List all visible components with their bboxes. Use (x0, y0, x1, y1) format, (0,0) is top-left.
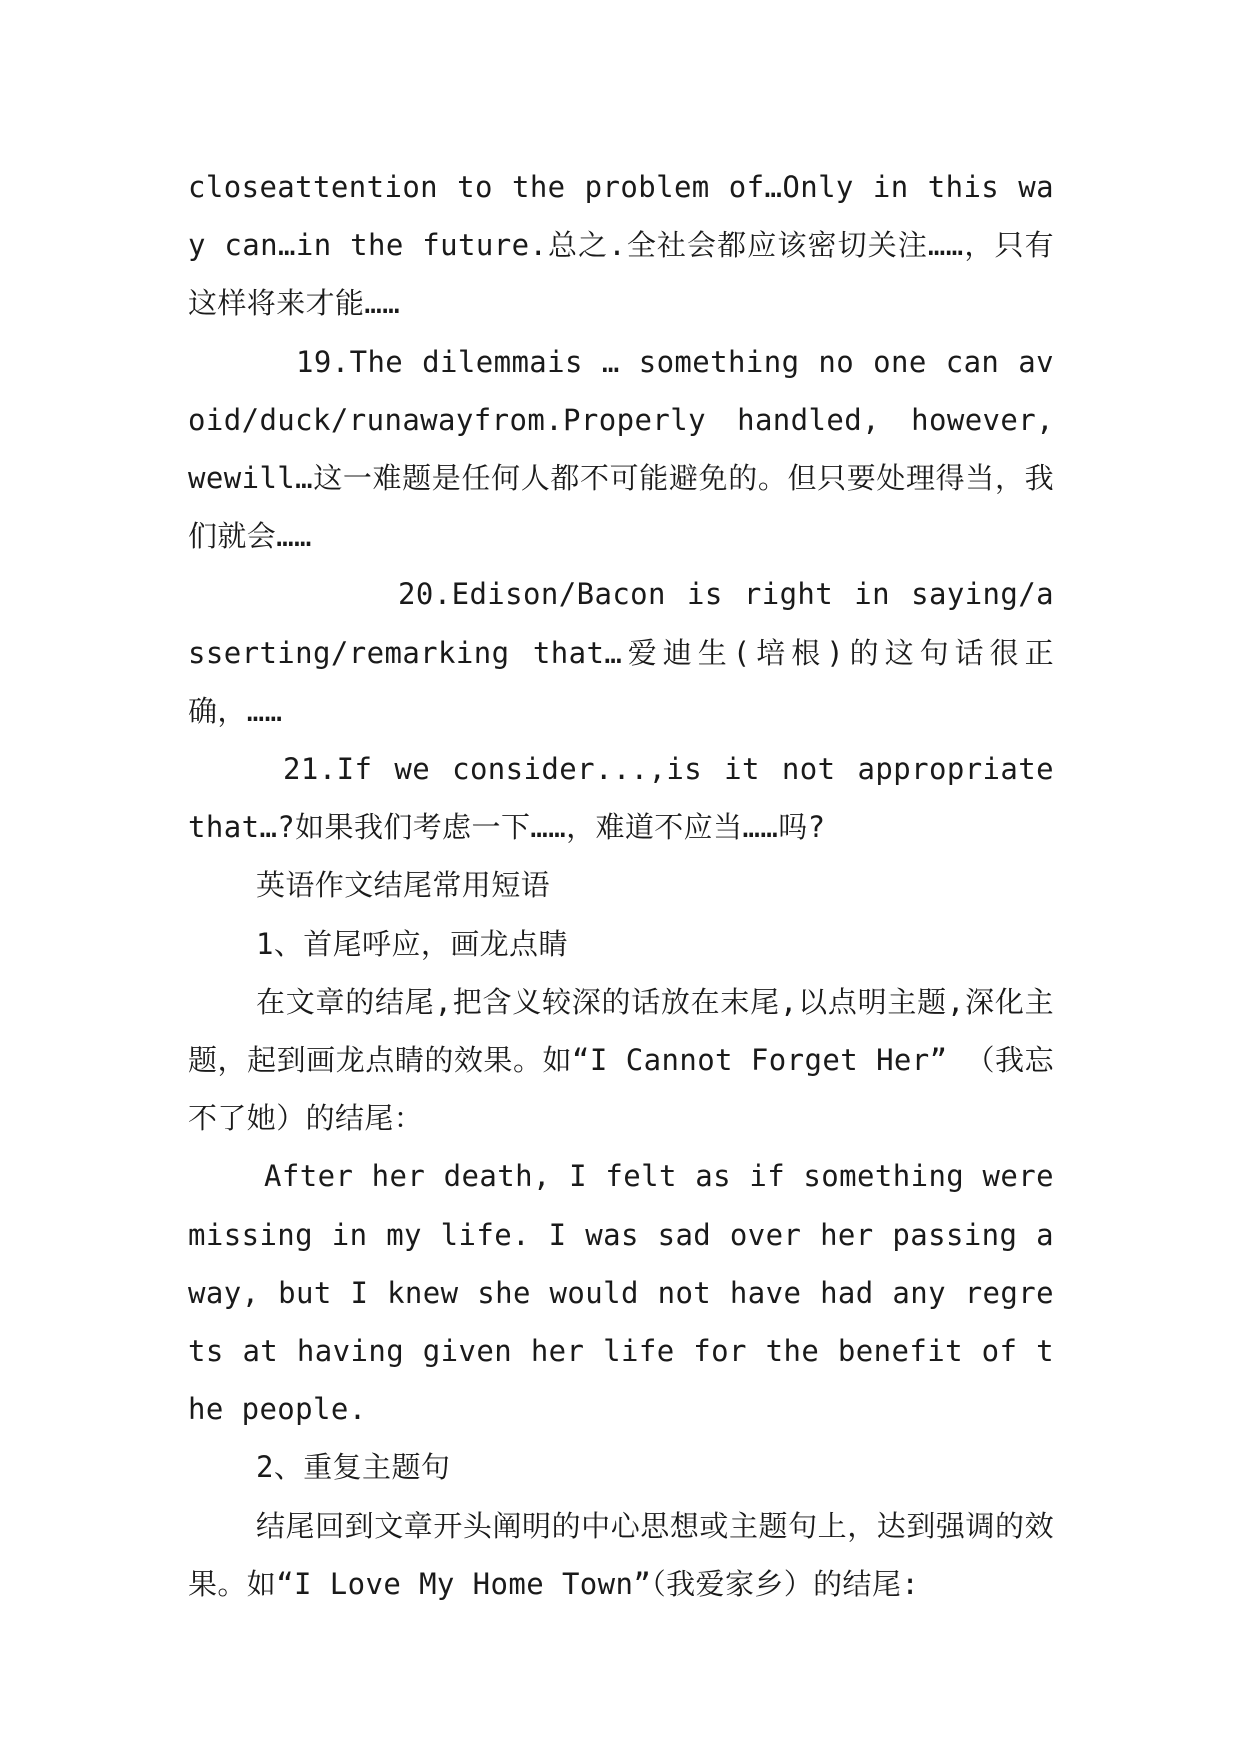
paragraph-item-19: 19.The dilemmais … something no one can avoid/duck/runawayfrom.Properly handled, however, wewill…这一难题是任何人都不可能避免的。但只要处理得当，我们就会…… (188, 344, 1054, 554)
subsection-example-1: After her death, I felt as if something were missing in my life. I was sad over her passing away, but I knew she would not have had any regrets at having given her life for the benefit of the people. (188, 1159, 1054, 1427)
subsection-description-1: 在文章的结尾,把含义较深的话放在末尾,以点明主题,深化主题，起到画龙点睛的效果。如“I Cannot Forget Her” （我忘不了她）的结尾： (188, 984, 1054, 1136)
subsection-title-1: 1、首尾呼应，画龙点睛 (256, 926, 568, 961)
subsection-description-2: 结尾回到文章开头阐明的中心思想或主题句上，达到强调的效果。如“I Love My Home Town”（我爱家乡）的结尾: (188, 1508, 1054, 1601)
paragraph-continuation: closeattention to the problem of…Only in this way can…in the future.总之.全社会都应该密切关注……，只有这样将来才能…… (188, 170, 1054, 321)
paragraph-item-21: 21.If we consider...,is it not appropriate that…?如果我们考虑一下……，难道不应当……吗? (188, 752, 1054, 845)
document-body (188, 158, 1054, 1613)
paragraph-item-20: 20.Edison/Bacon is right in saying/asserting/remarking that…爱迪生(培根)的这句话很正确，…… (188, 577, 1054, 728)
subsection-title-2: 2、重复主题句 (256, 1450, 451, 1485)
section-title: 英语作文结尾常用短语 (256, 868, 551, 903)
